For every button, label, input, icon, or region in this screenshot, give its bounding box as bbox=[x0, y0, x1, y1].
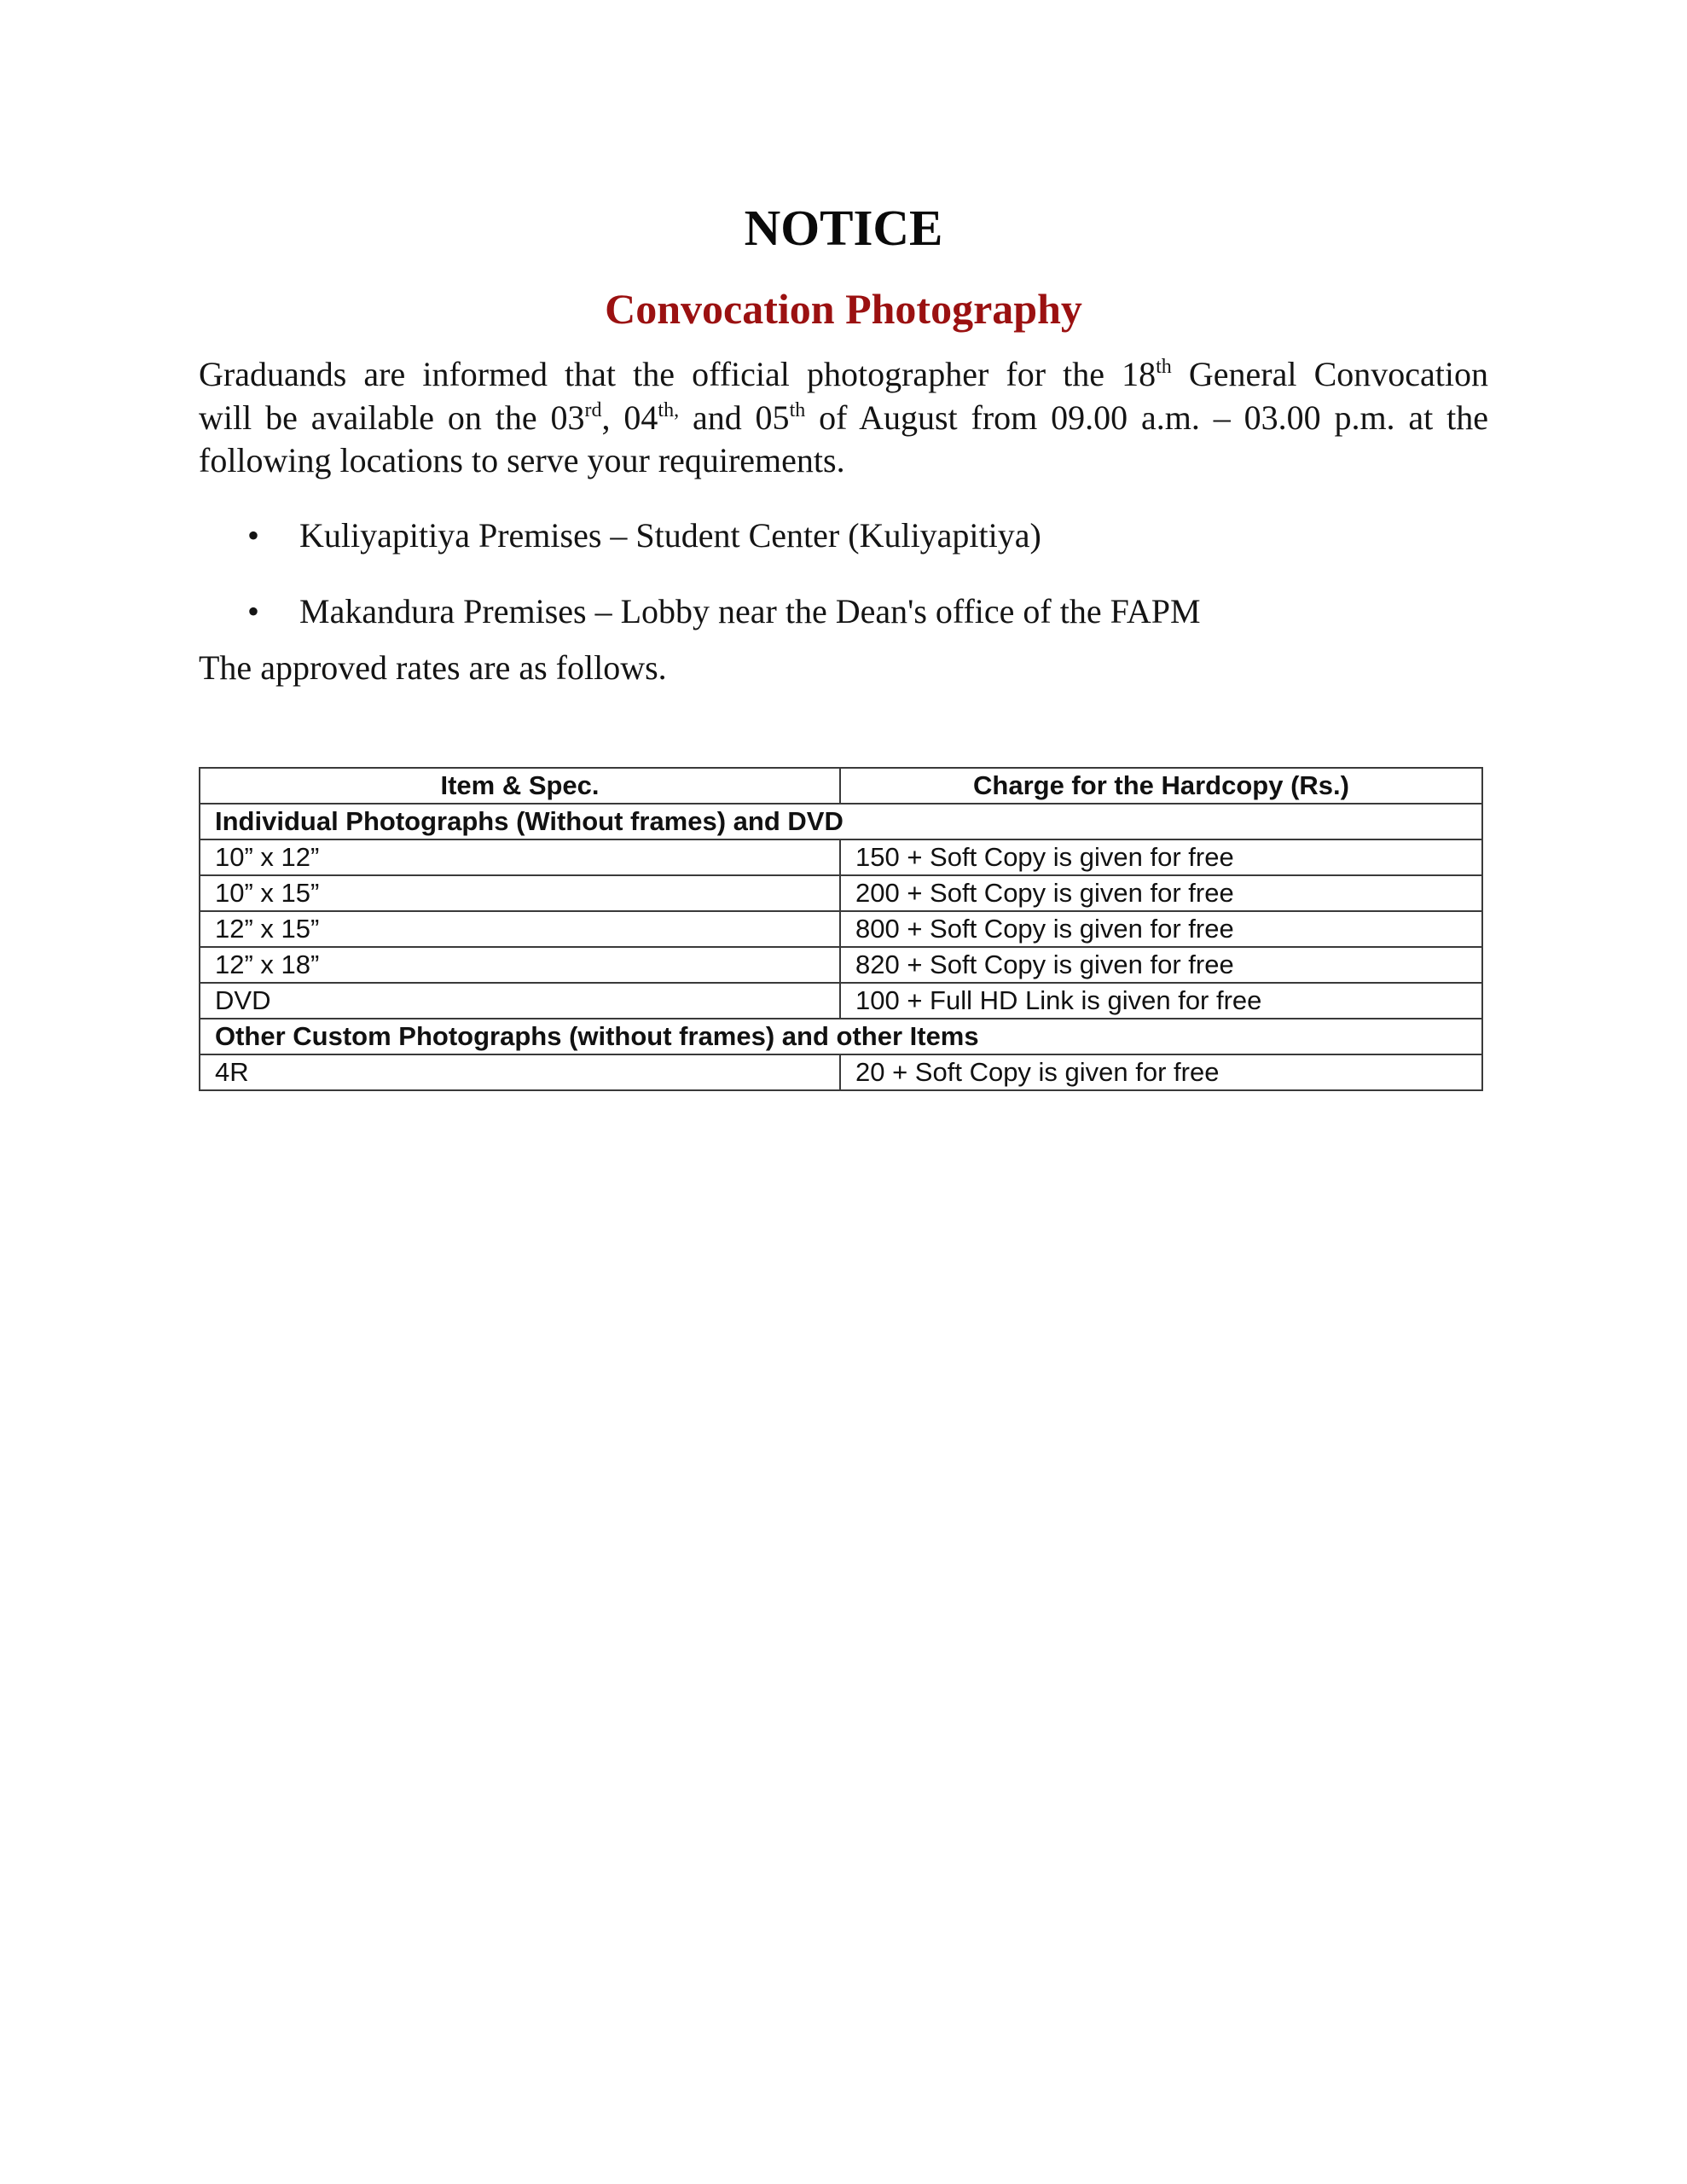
table-row bbox=[200, 839, 1482, 875]
table-header-row bbox=[200, 768, 1482, 804]
ordinal-suffix: th, bbox=[658, 399, 680, 421]
item-cell: DVD bbox=[200, 983, 840, 1019]
location-text: Kuliyapitiya Premises – Student Center (Kuliyapitiya) bbox=[299, 516, 1041, 555]
intro-text: and 05 bbox=[679, 398, 790, 437]
bullet-icon: • bbox=[246, 516, 259, 555]
item-cell: 12” x 18” bbox=[200, 947, 840, 983]
intro-text: Graduands are informed that the official photographer for the 18 bbox=[199, 355, 1157, 393]
item-cell: 10” x 12” bbox=[200, 839, 840, 875]
section-title: Other Custom Photographs (without frames) and other Items bbox=[200, 1019, 1482, 1054]
ordinal-suffix: th bbox=[1156, 356, 1172, 378]
charge-cell: 20 + Soft Copy is given for free bbox=[840, 1054, 1482, 1090]
item-cell: 4R bbox=[200, 1054, 840, 1090]
table-row bbox=[200, 875, 1482, 911]
table-row bbox=[200, 947, 1482, 983]
section-row bbox=[200, 804, 1482, 839]
charge-cell: 800 + Soft Copy is given for free bbox=[840, 911, 1482, 947]
table-row bbox=[200, 983, 1482, 1019]
rates-intro: The approved rates are as follows. bbox=[199, 648, 667, 687]
notice-subtitle: Convocation Photography bbox=[605, 285, 1082, 333]
ordinal-suffix: th bbox=[789, 399, 806, 421]
bullet-icon: • bbox=[246, 592, 259, 630]
ordinal-suffix: rd bbox=[584, 399, 602, 421]
charge-cell: 100 + Full HD Link is given for free bbox=[840, 983, 1482, 1019]
table-row bbox=[200, 1054, 1482, 1090]
column-header-item: Item & Spec. bbox=[200, 768, 840, 804]
rates-table bbox=[199, 767, 1483, 1091]
intro-text: , 04 bbox=[601, 398, 658, 437]
intro-line-3: following locations to serve your requirements. bbox=[199, 441, 845, 479]
intro-line-2 bbox=[199, 397, 1488, 439]
intro-text: General Convocation bbox=[1171, 355, 1488, 393]
item-cell: 12” x 15” bbox=[200, 911, 840, 947]
intro-text: will be available on the 03 bbox=[199, 398, 585, 437]
section-row bbox=[200, 1019, 1482, 1054]
location-text: Makandura Premises – Lobby near the Dean's office of the FAPM bbox=[299, 592, 1201, 630]
charge-cell: 820 + Soft Copy is given for free bbox=[840, 947, 1482, 983]
column-header-charge: Charge for the Hardcopy (Rs.) bbox=[840, 768, 1482, 804]
section-title: Individual Photographs (Without frames) and DVD bbox=[200, 804, 1482, 839]
notice-title: NOTICE bbox=[744, 200, 943, 256]
intro-text: of August from 09.00 a.m. – 03.00 p.m. at the bbox=[805, 398, 1489, 437]
table-row bbox=[200, 911, 1482, 947]
charge-cell: 150 + Soft Copy is given for free bbox=[840, 839, 1482, 875]
intro-line-1 bbox=[199, 353, 1488, 396]
item-cell: 10” x 15” bbox=[200, 875, 840, 911]
charge-cell: 200 + Soft Copy is given for free bbox=[840, 875, 1482, 911]
